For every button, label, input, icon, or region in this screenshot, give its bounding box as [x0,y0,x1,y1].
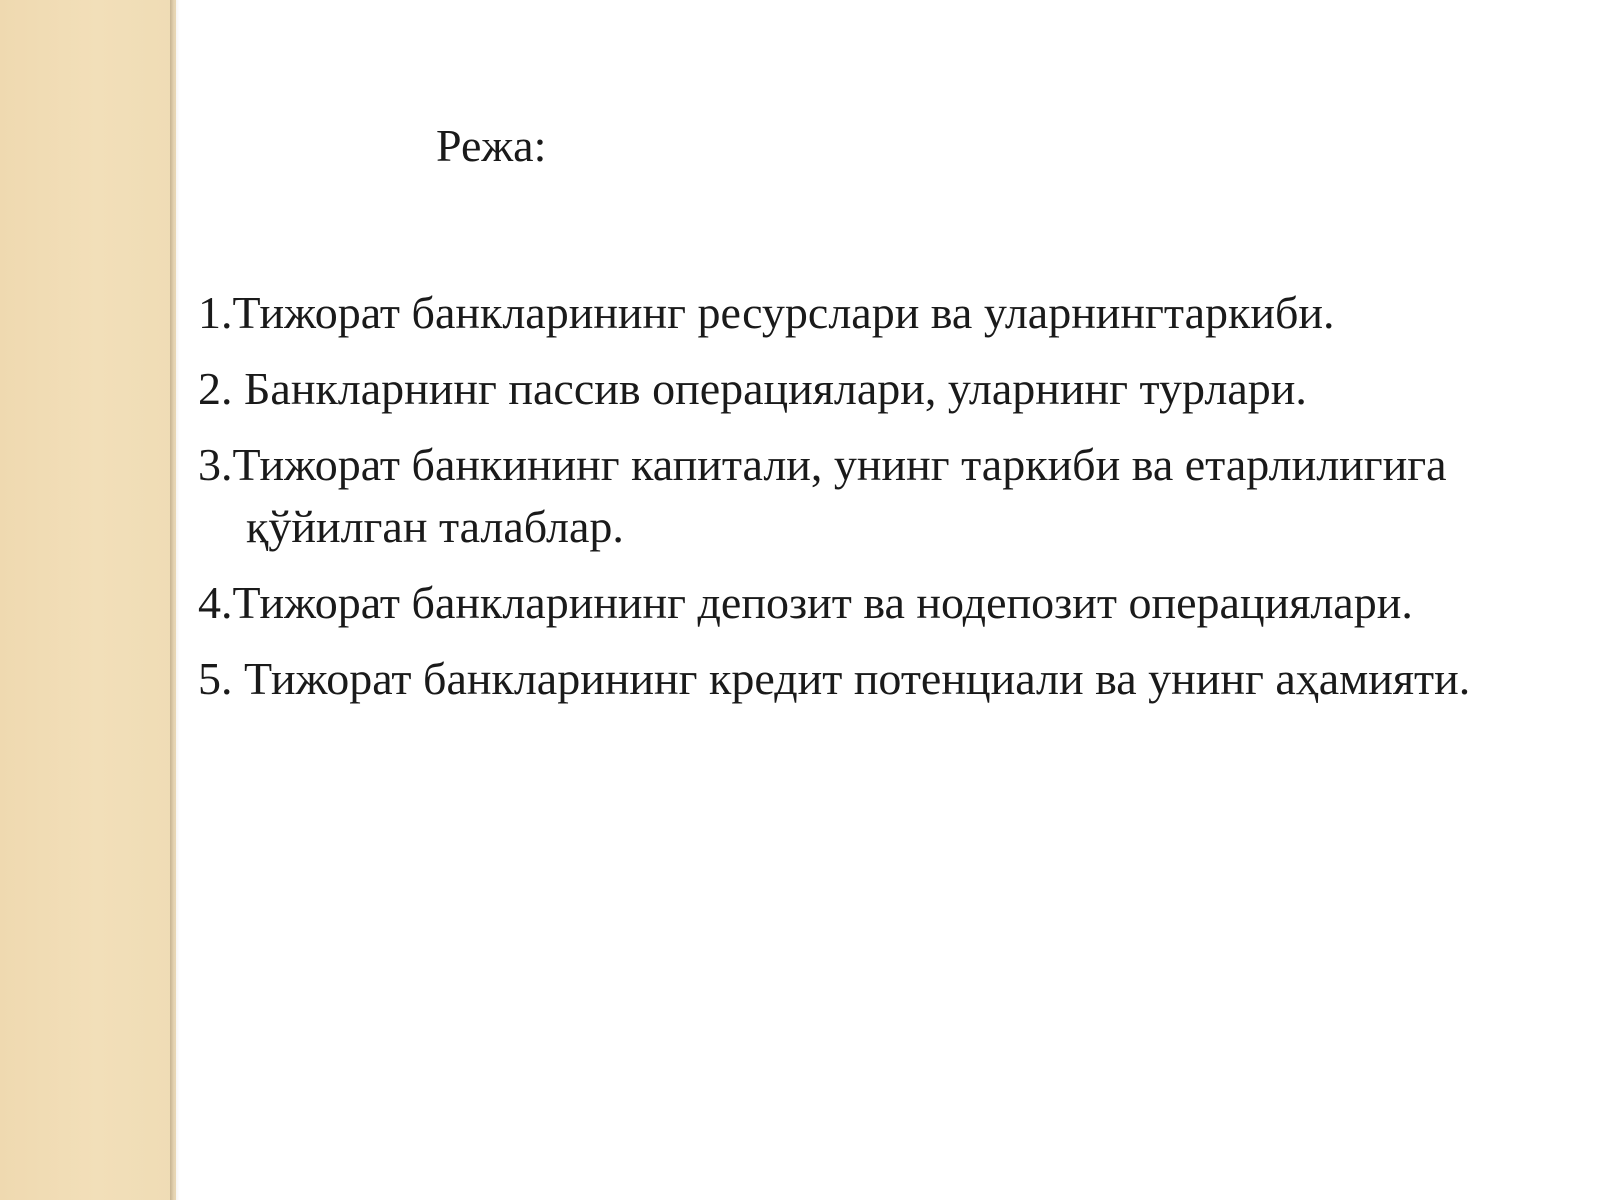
plan-item-2: 2. Банкларнинг пассив операциялари, уларнинг турлари. [198,363,1307,414]
plan-item-1: 1.Тижорат банкларининг ресурслари ва уларнингтаркиби. [198,287,1335,338]
decorative-side-band [0,0,176,1200]
plan-item-3: 3.Тижорат банкининг капитали, унинг таркиби ва етарлилигига қўйилган талаблар. [198,439,1447,552]
plan-item-5: 5. Тижорат банкларининг кредит потенциали ва унинг аҳамияти. [198,653,1471,704]
plan-list [198,282,1578,724]
slide-title: Режа: [436,120,547,171]
slide-content [182,0,1600,1200]
side-band-shadow [170,0,180,1200]
plan-item-4: 4.Тижорат банкларининг депозит ва нодепозит операциялари. [198,577,1413,628]
